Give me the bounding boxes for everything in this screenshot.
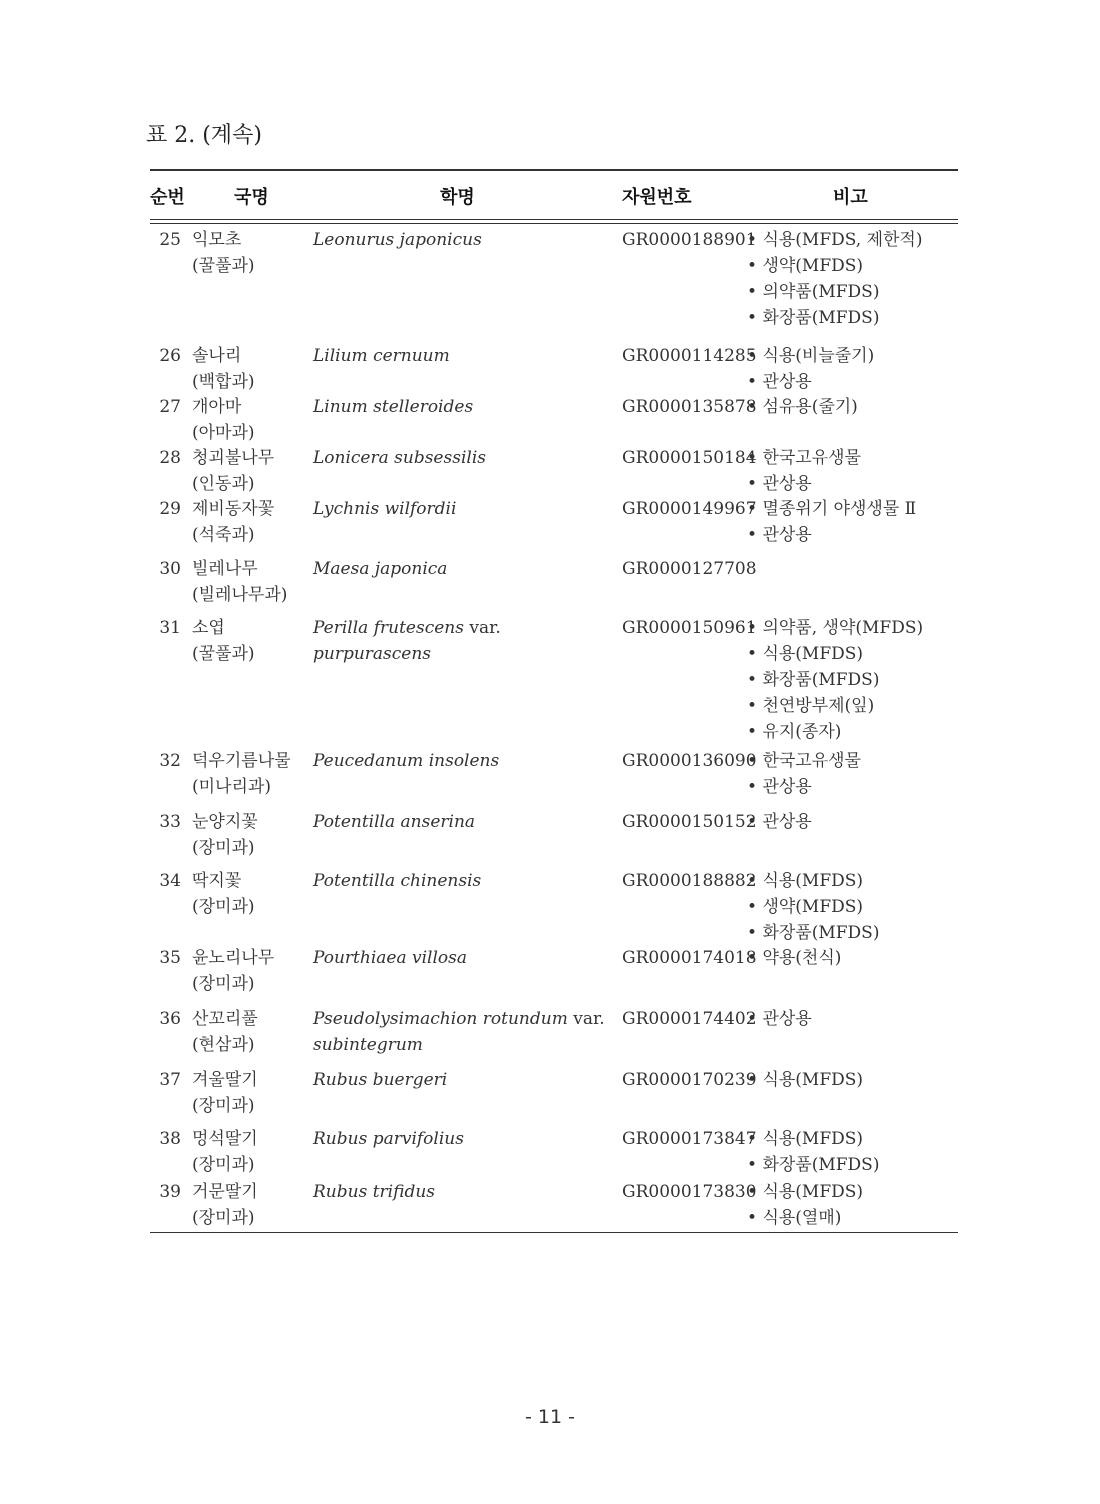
korean-name-cell [192,394,255,446]
table-header [150,171,958,219]
resource-id: GR0000188882 [622,871,757,891]
table-row [150,224,958,338]
family-name: (장미과) [192,838,255,858]
scientific-name-cell [313,1006,613,1058]
korean-name-cell [192,227,255,279]
resource-id: GR0000174402 [622,1009,757,1029]
family-name: (장미과) [192,1155,255,1175]
note-list [747,445,861,497]
resource-id: GR0000114285 [622,346,757,366]
resource-id: GR0000173847 [622,1129,757,1149]
scientific-name-cell [313,496,613,522]
table-row [150,1003,958,1064]
korean-name-cell [192,1126,258,1178]
header-note: 비고 [833,187,868,208]
scientific-name-cell [313,445,613,471]
korean-name-cell [192,496,274,548]
table-bottom-rule [150,1232,958,1233]
scientific-name: Potentilla chinensis [313,871,482,891]
note-list [747,809,812,835]
scientific-name: Potentilla anserina [313,812,476,832]
scientific-name: Pourthiaea villosa [313,948,468,968]
resource-id: GR0000174018 [622,948,757,968]
scientific-name: Rubus parvifolius [313,1129,464,1149]
korean-name: 개아마 [192,397,242,417]
korean-name-cell [192,868,255,920]
note-item: • 한국고유생물 [747,445,861,471]
korean-name: 빌레나무 [192,559,258,579]
note-list [747,1126,879,1178]
note-item: • 관상용 [747,522,916,548]
table-row [150,544,958,603]
table-caption: 표 2. (계속) [146,123,262,148]
resource-id: GR0000127708 [622,559,757,579]
table-row [150,389,958,443]
row-number: 33 [159,812,181,832]
page-number: - 11 - [525,1406,575,1428]
table-row [150,338,958,392]
korean-name: 눈양지꽃 [192,812,258,832]
table-row [150,491,958,544]
table-row [150,1176,958,1232]
header-scientific-name: 학명 [440,187,475,208]
row-number: 31 [159,618,181,638]
scientific-name-cell [313,809,613,835]
scientific-infra-name: subintegrum [313,1035,423,1055]
family-name: (장미과) [192,974,255,994]
scientific-name-cell [313,1067,613,1093]
scientific-name: Lilium cernuum [313,346,450,366]
row-number: 28 [159,448,181,468]
row-number: 38 [159,1129,181,1149]
note-list [747,1067,863,1093]
resource-id: GR0000149967 [622,499,757,519]
scientific-name: Maesa japonica [313,559,448,579]
row-number: 25 [159,230,181,250]
korean-name: 제비동자꽃 [192,499,275,519]
scientific-name-cell [313,748,613,774]
note-item: • 화장품(MFDS) [747,1152,879,1178]
family-name: (아마과) [192,423,255,443]
header-korean-name: 국명 [234,187,269,208]
row-number: 34 [159,871,181,891]
scientific-name-cell [313,227,613,253]
note-item: • 유지(종자) [747,719,923,745]
korean-name: 솔나리 [192,346,242,366]
note-list [747,343,874,395]
family-name: (현삼과) [192,1035,255,1055]
note-item: • 식용(MFDS) [747,1126,879,1152]
korean-name: 거문딸기 [192,1182,258,1202]
korean-name-cell [192,1006,258,1058]
scientific-name: Leonurus japonicus [313,230,482,250]
note-item: • 관상용 [747,1006,812,1032]
scientific-name-cell [313,1126,613,1152]
table-row [150,1064,958,1123]
row-number: 26 [159,346,181,366]
scientific-name: Rubus trifidus [313,1182,435,1202]
note-item: • 생약(MFDS) [747,253,923,279]
scientific-rank: var. [573,1009,605,1029]
table-row [150,806,958,865]
note-list [747,868,879,946]
family-name: (꿀풀과) [192,644,255,664]
row-number: 37 [159,1070,181,1090]
korean-name: 익모초 [192,230,242,250]
scientific-name-cell [313,1179,613,1205]
korean-name-cell [192,809,258,861]
table-body [150,224,958,1232]
family-name: (장미과) [192,1096,255,1116]
resource-id: GR0000150961 [622,618,757,638]
row-number: 30 [159,559,181,579]
note-item: • 관상용 [747,774,861,800]
family-name: (꿀풀과) [192,256,255,276]
scientific-name-cell [313,945,613,971]
note-list [747,615,923,745]
table-row [150,745,958,806]
note-item: • 한국고유생물 [747,748,861,774]
resource-id: GR0000150152 [622,812,757,832]
note-list [747,1179,863,1231]
scientific-infra-name: purpurascens [313,644,432,664]
note-item: • 식용(MFDS) [747,868,879,894]
korean-name: 소엽 [192,618,225,638]
resource-id: GR0000136090 [622,751,757,771]
row-number: 32 [159,751,181,771]
scientific-name-cell [313,394,613,420]
table-row [150,440,958,494]
korean-name-cell [192,615,255,667]
note-item: • 관상용 [747,369,874,395]
korean-name: 산꼬리풀 [192,1009,258,1029]
note-list [747,496,916,548]
note-item: • 관상용 [747,809,812,835]
note-list [747,394,858,420]
korean-name: 덕우기름나물 [192,751,291,771]
family-name: (장미과) [192,897,255,917]
korean-name: 딱지꽃 [192,871,242,891]
note-item: • 화장품(MFDS) [747,667,923,693]
scientific-name-cell [313,615,613,667]
note-item: • 화장품(MFDS) [747,305,923,331]
note-list [747,227,923,331]
scientific-name: Lychnis wilfordii [313,499,457,519]
korean-name-cell [192,556,287,608]
scientific-name-cell [313,343,613,369]
family-name: (백합과) [192,372,255,392]
family-name: (빌레나무과) [192,585,288,605]
note-item: • 생약(MFDS) [747,894,879,920]
note-item: • 섬유용(줄기) [747,394,858,420]
korean-name-cell [192,748,291,800]
scientific-name-cell [313,868,613,894]
scientific-name: Perilla frutescens [313,618,464,638]
korean-name: 윤노리나무 [192,948,275,968]
korean-name-cell [192,1179,258,1231]
korean-name-cell [192,343,255,395]
note-item: • 멸종위기 야생생물 Ⅱ [747,496,916,522]
note-item: • 식용(열매) [747,1205,863,1231]
plant-resource-table [150,169,958,1233]
scientific-name: Linum stelleroides [313,397,474,417]
korean-name-cell [192,445,274,497]
note-item: • 관상용 [747,471,861,497]
table-row [150,1123,958,1176]
family-name: (장미과) [192,1208,255,1228]
row-number: 27 [159,397,181,417]
note-item: • 의약품(MFDS) [747,279,923,305]
scientific-name: Peucedanum insolens [313,751,500,771]
note-item: • 천연방부제(잎) [747,693,923,719]
resource-id: GR0000170239 [622,1070,757,1090]
scientific-rank: var. [469,618,501,638]
note-item: • 식용(MFDS) [747,1067,863,1093]
resource-id: GR0000135878 [622,397,757,417]
family-name: (석죽과) [192,525,255,545]
note-item: • 식용(MFDS) [747,1179,863,1205]
table-row [150,942,958,1003]
row-number: 36 [159,1009,181,1029]
korean-name: 멍석딸기 [192,1129,258,1149]
korean-name-cell [192,945,274,997]
row-number: 29 [159,499,181,519]
header-resource-id: 자원번호 [622,187,692,208]
scientific-name: Rubus buergeri [313,1070,448,1090]
header-seq: 순번 [150,187,185,208]
note-item: • 식용(비늘줄기) [747,343,874,369]
scientific-name: Pseudolysimachion rotundum [313,1009,568,1029]
note-list [747,945,841,971]
family-name: (인동과) [192,474,255,494]
table-row [150,865,958,942]
row-number: 39 [159,1182,181,1202]
family-name: (미나리과) [192,777,271,797]
scientific-name: Lonicera subsessilis [313,448,486,468]
table-row [150,603,958,745]
korean-name: 청괴불나무 [192,448,275,468]
note-list [747,1006,812,1032]
note-item: • 식용(MFDS) [747,641,923,667]
note-item: • 화장품(MFDS) [747,920,879,946]
scientific-name-cell [313,556,613,582]
note-list [747,748,861,800]
resource-id: GR0000188901 [622,230,757,250]
resource-id: GR0000150184 [622,448,757,468]
note-item: • 의약품, 생약(MFDS) [747,615,923,641]
korean-name: 겨울딸기 [192,1070,258,1090]
korean-name-cell [192,1067,258,1119]
resource-id: GR0000173830 [622,1182,757,1202]
note-item: • 약용(천식) [747,945,841,971]
row-number: 35 [159,948,181,968]
note-item: • 식용(MFDS, 제한적) [747,227,923,253]
